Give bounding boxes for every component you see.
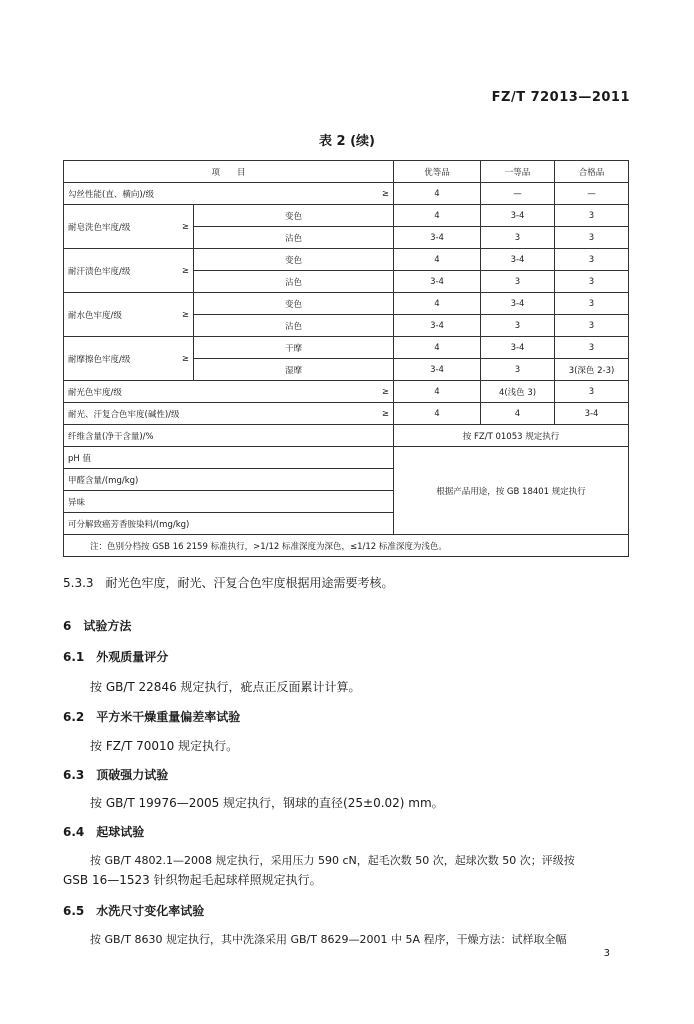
cell: 4	[394, 381, 481, 403]
cell: 3	[555, 315, 629, 337]
cell: 3	[555, 205, 629, 227]
cell: 4	[394, 205, 481, 227]
ge-symbol: ≥	[181, 309, 189, 320]
row-label: 可分解致癌芳香胺染料/(mg/kg)	[64, 513, 394, 535]
cell: 3	[481, 359, 555, 381]
ge-symbol: ≥	[381, 386, 390, 397]
row-label: 耐摩擦色牢度/级	[68, 354, 131, 365]
table-note: 注：色别分档按 GSB 16 2159 标准执行，>1/12 标准深度为深色，≤1/12 标准深度为浅色。	[64, 535, 629, 557]
table-title: 表 2 (续)	[319, 134, 375, 149]
header-grade-premium: 优等品	[394, 161, 481, 183]
quality-table	[63, 160, 629, 557]
cell: 3-4	[394, 359, 481, 381]
table-row	[64, 183, 629, 205]
row-label: 耐皂洗色牢度/级	[68, 222, 131, 233]
row-label: 耐汗渍色牢度/级	[68, 266, 131, 277]
section-6-3-text: 按 GB/T 19976—2005 规定执行，钢球的直径(25±0.02) mm。	[90, 796, 444, 810]
cell: 3	[555, 271, 629, 293]
cell: 3-4	[481, 293, 555, 315]
cell: 3	[555, 337, 629, 359]
cell: 4	[394, 183, 481, 205]
cell: 3	[555, 293, 629, 315]
cell: 3	[481, 227, 555, 249]
cell: 3(深色 2-3)	[555, 359, 629, 381]
cell: 3-4	[555, 403, 629, 425]
section-6-4-heading: 6.4 起球试验	[63, 825, 145, 839]
row-label: 纤维含量(净干含量)/%	[64, 425, 394, 447]
table-row	[64, 293, 629, 315]
cell: 3	[555, 381, 629, 403]
row-label: 耐水色牢度/级	[68, 310, 122, 321]
header-item: 项 目	[64, 161, 394, 183]
section-6-2-heading: 6.2 平方米干燥重量偏差率试验	[63, 710, 241, 724]
table-row	[64, 381, 629, 403]
row-label: 耐光色牢度/级	[68, 387, 122, 398]
clause-5-3-3: 5.3.3 耐光色牢度，耐光、汗复合色牢度根据用途需要考核。	[63, 576, 394, 590]
section-6-5-heading: 6.5 水洗尺寸变化率试验	[63, 904, 205, 918]
section-6-5-text: 按 GB/T 8630 规定执行，其中洗涤采用 GB/T 8629—2001 中 5A 程序，干燥方法：试样取全幅	[90, 933, 567, 946]
sub-label: 变色	[194, 249, 394, 271]
cell: 3-4	[394, 315, 481, 337]
section-6-3-heading: 6.3 顶破强力试验	[63, 768, 169, 782]
sub-label: 湿摩	[194, 359, 394, 381]
table-row	[64, 249, 629, 271]
cell: 4	[481, 403, 555, 425]
table-header-row	[64, 161, 629, 183]
section-6-heading: 6 试验方法	[63, 619, 132, 633]
cell: 3-4	[394, 227, 481, 249]
ge-symbol: ≥	[381, 188, 390, 199]
cell: 4	[394, 337, 481, 359]
ge-symbol: ≥	[181, 265, 189, 276]
table-note-row	[64, 535, 629, 557]
row-label: 异味	[64, 491, 394, 513]
row-label: pH 值	[64, 447, 394, 469]
section-6-4-text-cont: GSB 16—1523 针织物起毛起球样照规定执行。	[63, 873, 322, 887]
sub-label: 沾色	[194, 271, 394, 293]
cell: 3-4	[481, 337, 555, 359]
table-row	[64, 205, 629, 227]
cell: 4	[394, 293, 481, 315]
section-6-4-text: 按 GB/T 4802.1—2008 规定执行，采用压力 590 cN，起毛次数 50 次，起球次数 50 次；评级按	[90, 854, 575, 867]
table-row	[64, 425, 629, 447]
cell: 3-4	[394, 271, 481, 293]
cell: 根据产品用途，按 GB 18401 规定执行	[394, 447, 629, 535]
header-grade-first: 一等品	[481, 161, 555, 183]
row-label: 甲醛含量/(mg/kg)	[64, 469, 394, 491]
cell: 4	[394, 403, 481, 425]
sub-label: 变色	[194, 205, 394, 227]
cell: 3	[481, 315, 555, 337]
cell: —	[481, 183, 555, 205]
header-grade-qualified: 合格品	[555, 161, 629, 183]
section-6-1-heading: 6.1 外观质量评分	[63, 650, 169, 664]
cell: 3	[555, 249, 629, 271]
cell: 3	[555, 227, 629, 249]
cell: —	[555, 183, 629, 205]
cell: 3	[481, 271, 555, 293]
standard-code: FZ/T 72013—2011	[491, 90, 630, 105]
table-row	[64, 403, 629, 425]
cell: 4(浅色 3)	[481, 381, 555, 403]
cell: 3-4	[481, 205, 555, 227]
sub-label: 沾色	[194, 227, 394, 249]
sub-label: 干摩	[194, 337, 394, 359]
ge-symbol: ≥	[181, 221, 189, 232]
page-number: 3	[603, 948, 610, 959]
ge-symbol: ≥	[381, 408, 390, 419]
cell: 3-4	[481, 249, 555, 271]
row-label: 勾丝性能(直、横向)/级	[68, 189, 154, 200]
table-row	[64, 337, 629, 359]
cell: 按 FZ/T 01053 规定执行	[394, 425, 629, 447]
section-6-2-text: 按 FZ/T 70010 规定执行。	[90, 739, 239, 753]
table-row	[64, 447, 629, 469]
section-6-1-text: 按 GB/T 22846 规定执行，疵点正反面累计计算。	[90, 680, 361, 694]
sub-label: 变色	[194, 293, 394, 315]
sub-label: 沾色	[194, 315, 394, 337]
ge-symbol: ≥	[181, 353, 189, 364]
row-label: 耐光、汗复合色牢度(碱性)/级	[68, 409, 180, 420]
cell: 4	[394, 249, 481, 271]
